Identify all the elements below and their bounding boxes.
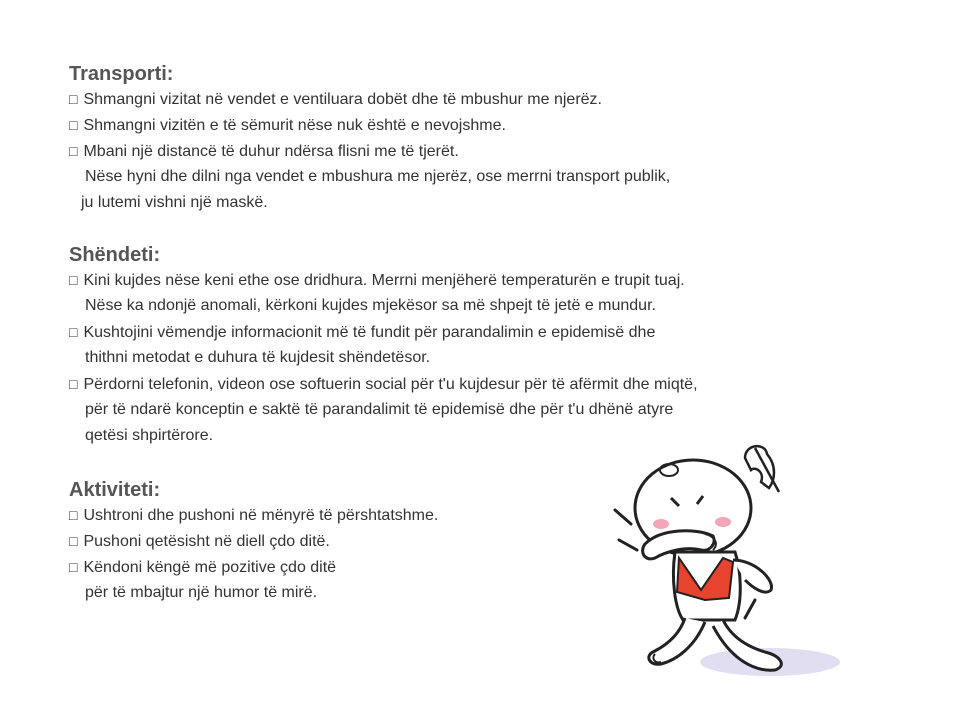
checkbox-bullet-icon: □ (69, 324, 78, 340)
health-heading: Shëndeti: (69, 244, 161, 266)
list-item-text: Kushtojini vëmendje informacionit më të fundit për parandalimin e epidemisë dhe (83, 324, 656, 341)
transport-section (69, 62, 670, 216)
health-section (69, 243, 698, 449)
checkbox-bullet-icon: □ (69, 376, 78, 392)
list-item-text: ju lutemi vishni një maskë. (81, 194, 268, 211)
list-item-text: Nëse hyni dhe dilni nga vendet e mbushura me njerëz, ose merrni transport publik, (85, 168, 671, 185)
list-item (69, 528, 438, 554)
list-item (69, 293, 698, 319)
list-item (69, 345, 698, 371)
list-item (69, 267, 698, 293)
list-item-text: për të mbajtur një humor të mirë. (85, 584, 318, 601)
checkbox-bullet-icon: □ (69, 117, 78, 133)
list-item (69, 138, 670, 164)
list-item-text: Nëse ka ndonjë anomali, kërkoni kujdes mjekësor sa më shpejt të jetë e mundur. (85, 297, 656, 314)
checkbox-bullet-icon: □ (69, 91, 78, 107)
list-item (69, 397, 698, 423)
list-item (69, 190, 670, 216)
list-item-text: Pushoni qetësisht në diell çdo ditë. (83, 533, 330, 550)
list-item-text: Shmangni vizitat në vendet e ventiluara dobët dhe të mbushur me njerëz. (83, 91, 602, 108)
activity-section (69, 478, 438, 606)
list-item-text: thithni metodat e duhura të kujdesit shëndetësor. (85, 349, 431, 366)
list-item-text: Mbani një distancë të duhur ndërsa flisni me të tjerët. (83, 143, 459, 160)
list-item (69, 164, 670, 190)
list-item-text: Kini kujdes nëse keni ethe ose dridhura. Merrni menjëherë temperaturën e trupit tuaj. (83, 272, 685, 289)
list-item (69, 554, 438, 580)
cheek (715, 517, 731, 527)
list-item (69, 580, 438, 606)
list-item-text: për të ndarë konceptin e saktë të parandalimit të epidemisë dhe për t'u dhënë atyre (85, 401, 674, 418)
checkbox-bullet-icon: □ (69, 507, 78, 523)
list-item (69, 371, 698, 397)
list-item-text: Përdorni telefonin, videon ose softuerin social për t'u kujdesur për të afërmit dhe miqtë, (83, 376, 698, 393)
list-item (69, 112, 670, 138)
list-item-text: Shmangni vizitën e të sëmurit nëse nuk është e nevojshme. (83, 117, 506, 134)
transport-list (69, 86, 670, 216)
topknot (745, 446, 774, 488)
coughing-character-illustration (605, 440, 855, 690)
cheek (653, 519, 669, 529)
list-item (69, 502, 438, 528)
list-item (69, 86, 670, 112)
list-item-text: qetësi shpirtërore. (85, 427, 214, 444)
health-list (69, 267, 698, 449)
activity-list (69, 502, 438, 606)
checkbox-bullet-icon: □ (69, 559, 78, 575)
activity-heading: Aktiviteti: (69, 479, 161, 501)
checkbox-bullet-icon: □ (69, 143, 78, 159)
checkbox-bullet-icon: □ (69, 533, 78, 549)
checkbox-bullet-icon: □ (69, 272, 78, 288)
list-item (69, 319, 698, 345)
list-item (69, 423, 698, 449)
list-item-text: Këndoni këngë më pozitive çdo ditë (83, 559, 337, 576)
leg (649, 618, 705, 664)
transport-heading: Transporti: (69, 63, 174, 85)
list-item-text: Ushtroni dhe pushoni në mënyrë të përshtatshme. (83, 507, 439, 524)
